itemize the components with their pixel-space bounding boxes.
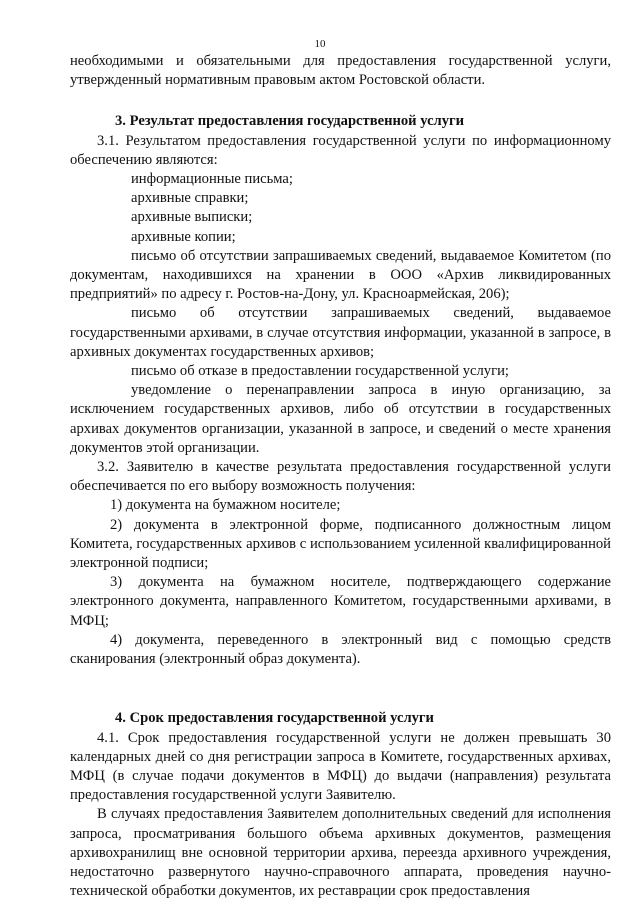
paragraph-extension: В случаях предоставления Заявителем дополнительных сведений для исполнения запроса, просматривания большого объема архивных документов, размещения архивохранилищ вне основной территории архива, переезда архивного учреждения, недостаточно развернутого научно-справочного аппарата, проведения научно-технической обработки документов, их реставрации срок предоставления bbox=[70, 806, 611, 900]
paragraph-3-2-item-2: 2) документа в электронной форме, подписанного должностным лицом Комитета, государственных архивов с использованием усиленной квалифицированной электронной подписи; bbox=[70, 516, 611, 572]
document-body bbox=[70, 52, 611, 901]
paragraph-3-2-item-1: 1) документа на бумажном носителе; bbox=[110, 497, 341, 514]
spacer bbox=[70, 669, 611, 709]
paragraph-3-2-item-3: 3) документа на бумажном носителе, подтверждающего содержание электронного документа, направленного Комитетом, государственными архивами, в МФЦ; bbox=[70, 574, 611, 629]
result-item-archive-copies: архивные копии; bbox=[131, 228, 236, 245]
paragraph-3-2: 3.2. Заявителю в качестве результата предоставления государственной услуги обеспечивается по его выбору возможность получения: bbox=[70, 459, 611, 495]
paragraph-absence-archives: письмо об отсутствии запрашиваемых сведений, выдаваемое государственными архивами, в случае отсутствия информации, указанной в запросе, в архивных документах государственных архивов; bbox=[70, 305, 611, 360]
page-number: 10 bbox=[314, 38, 326, 50]
paragraph-3-2-item-4: 4) документа, переведенного в электронный вид с помощью средств сканирования (электронный образ документа). bbox=[70, 631, 611, 668]
spacer bbox=[70, 90, 611, 112]
intro-paragraph: необходимыми и обязательными для предоставления государственной услуги, утвержденный нормативным правовым актом Ростовской области. bbox=[70, 53, 611, 89]
result-item-info-letters: информационные письма; bbox=[131, 171, 293, 188]
paragraph-redirect: уведомление о перенаправлении запроса в иную организацию, за исключением государственных архивов, либо об отсутствии в государственных архивах документов организации, указанной в запросе, и сведений о месте хранения документов этой организации. bbox=[70, 382, 611, 456]
paragraph-absence-committee: письмо об отсутствии запрашиваемых сведений, выдаваемое Комитетом (по документам, находившихся на хранении в ООО «Архив ликвидированных предприятий» по адресу г. Ростов-на-Дону, ул. Красноармейская, 206); bbox=[70, 247, 611, 303]
result-item-archive-extracts: архивные выписки; bbox=[131, 209, 253, 226]
paragraph-refusal: письмо об отказе в предоставлении государственной услуги; bbox=[131, 363, 509, 380]
paragraph-4-1: 4.1. Срок предоставления государственной услуги не должен превышать 30 календарных дней со дня регистрации запроса в Комитете, государственных архивах, МФЦ (в случае подачи документов в МФЦ) до выдачи (направления) результата предоставления государственной услуги Заявителю. bbox=[70, 729, 611, 804]
paragraph-3-1: 3.1. Результатом предоставления государственной услуги по информационному обеспечению являются: bbox=[70, 132, 611, 168]
section-3-heading: 3. Результат предоставления государственной услуги bbox=[115, 113, 465, 130]
section-4-heading: 4. Срок предоставления государственной услуги bbox=[115, 710, 434, 727]
result-item-archive-certificates: архивные справки; bbox=[131, 190, 249, 207]
